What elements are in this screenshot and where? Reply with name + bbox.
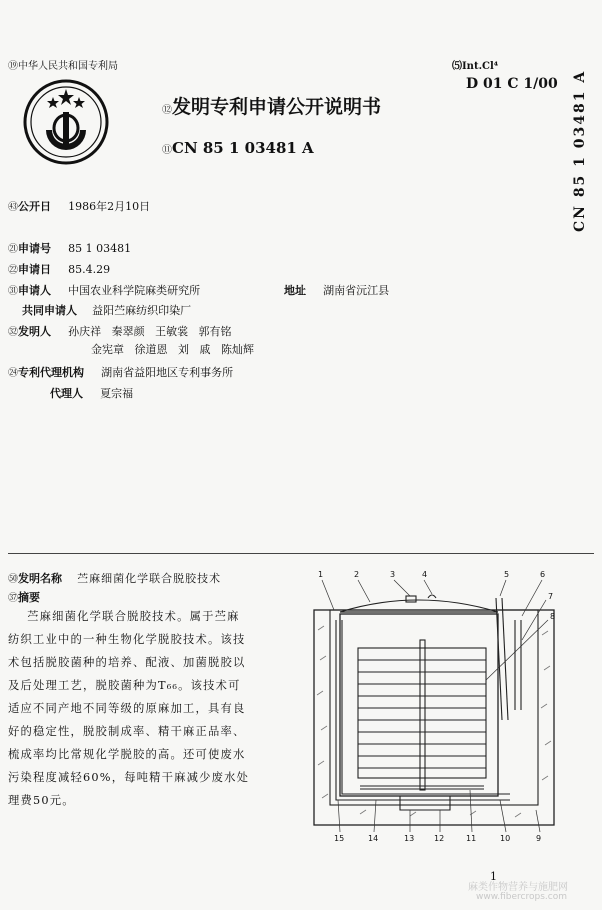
abstract-line: 好的稳定性，脱胶制成率、精干麻正品率、 [8, 725, 246, 738]
part-label: 2 [354, 570, 360, 579]
invention-name-value: 苎麻细菌化学联合脱胶技术 [77, 572, 222, 585]
pub-date-code: ㊸ [8, 202, 18, 213]
abstract-code: ㊲ [8, 593, 18, 604]
watermark-cn: 麻类作物营养与施肥网 [468, 882, 568, 893]
intcl-code: ⑸ [452, 61, 462, 72]
agency-value: 湖南省益阳地区专利事务所 [101, 366, 234, 379]
apparatus-drawing [300, 560, 570, 850]
inventor-label: 发明人 [18, 325, 51, 338]
watermark-url: www.fibercrops.com [476, 892, 567, 902]
invention-name-label: 发明名称 [18, 572, 62, 585]
abstract-line: 及后处理工艺，脱胶菌种为T₆₆。该技术可 [8, 679, 241, 692]
app-no-code: ㉑ [8, 244, 18, 255]
inventors-line-2: 金宪章 徐道恩 刘 戚 陈灿辉 [91, 343, 254, 356]
part-label: 4 [422, 570, 428, 579]
co-applicant-row [22, 299, 191, 318]
part-label: 11 [466, 834, 477, 843]
address-row [284, 279, 389, 298]
part-label: 12 [434, 834, 445, 843]
pub-date-row [8, 195, 150, 214]
part-label: 15 [334, 834, 345, 843]
agency-label: 专利代理机构 [18, 366, 84, 379]
agent-value: 夏宗福 [100, 387, 134, 400]
pub-date-label: 公开日 [18, 200, 51, 213]
co-applicant-value: 益阳苎麻纺织印染厂 [92, 304, 192, 317]
country-code: ⑲ [8, 61, 18, 72]
part-label: 5 [504, 570, 510, 579]
int-cl-label [452, 57, 498, 72]
inventors-line-1: 孙庆祥 秦翠颜 王敏裳 郭有铭 [68, 325, 232, 338]
part-label: 13 [404, 834, 415, 843]
patent-office-emblem-icon [22, 78, 110, 166]
page-number: 1 [490, 870, 497, 883]
country-line [8, 57, 118, 72]
part-label: 14 [368, 834, 379, 843]
abstract-label: 摘要 [18, 591, 40, 604]
abstract-line: 纺织工业中的一种生物化学脱胶技术。该技 [8, 633, 246, 646]
co-applicant-label: 共同申请人 [22, 304, 77, 317]
int-cl-value: D 01 C 1/00 [466, 76, 558, 92]
pub-date-value: 1986年2月10日 [68, 200, 151, 213]
pub-number: CN 85 1 03481 A [172, 139, 314, 157]
filing-date-value: 85.4.29 [68, 263, 111, 276]
doc-type-code: ⑫ [162, 105, 172, 116]
address-label: 地址 [284, 284, 306, 297]
applicant-label: 申请人 [18, 284, 51, 297]
part-label: 10 [500, 834, 511, 843]
publication-number [162, 139, 314, 157]
part-label: 9 [536, 834, 542, 843]
inventor-code: ㉜ [8, 327, 18, 338]
abstract-line: 适应不同产地不同等级的原麻加工，具有良 [8, 702, 246, 715]
pubno-code: ⑪ [162, 145, 172, 156]
abstract-line: 梳成率均比常规化学脱胶的高。还可使废水 [8, 748, 246, 761]
applicant-row [8, 279, 200, 298]
inventor-row [8, 320, 232, 339]
abstract-line: 污染程度减轻60%，每吨精干麻减少废水处 [8, 771, 250, 784]
applicant-code: ㉛ [8, 286, 18, 297]
abstract-heading [8, 586, 40, 605]
applicant-value: 中国农业科学院麻类研究所 [68, 284, 201, 297]
agent-label: 代理人 [50, 387, 83, 400]
part-label: 6 [540, 570, 546, 579]
abstract-line: 苎麻细菌化学联合脱胶技术。属于苎麻 [8, 610, 240, 623]
abstract-line: 理费50元。 [8, 794, 75, 807]
part-label: 8 [550, 612, 556, 621]
invention-name-row [8, 567, 221, 586]
part-label: 7 [548, 592, 554, 601]
app-no-label: 申请号 [18, 242, 51, 255]
part-label: 1 [318, 570, 324, 579]
vertical-publication-number: CN 85 1 03481 A [572, 69, 588, 232]
abstract-line: 术包括脱胶菌种的培养、配液、加菌脱胶以 [8, 656, 246, 669]
address-value: 湖南省沅江县 [323, 284, 390, 297]
filing-date-row [8, 258, 110, 277]
filing-label: 申请日 [18, 263, 51, 276]
section-divider [8, 553, 594, 554]
filing-code: ㉒ [8, 265, 18, 276]
app-no-value: 85 1 03481 [68, 242, 132, 255]
agency-code: ㉔ [8, 368, 18, 379]
part-label: 3 [390, 570, 396, 579]
emblem-logo [22, 78, 110, 170]
agency-row [8, 361, 233, 380]
country-name: 中华人民共和国专利局 [18, 61, 118, 72]
name-code: ㊿ [8, 574, 18, 585]
doc-type: 发明专利申请公开说明书 [172, 96, 382, 118]
app-no-row [8, 237, 131, 256]
document-type-title [162, 92, 381, 119]
degumming-tank-diagram [300, 560, 570, 850]
intcl-label: Int.Cl⁴ [462, 61, 499, 72]
agent-row [50, 382, 133, 401]
